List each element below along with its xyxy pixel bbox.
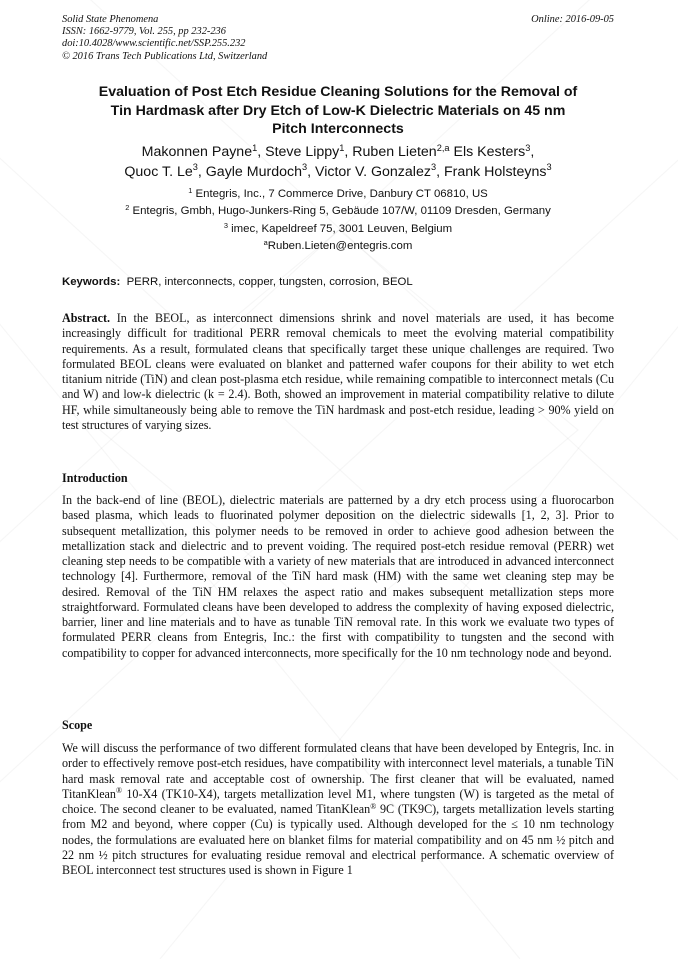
affiliation bbox=[62, 221, 614, 238]
affiliation-text: Entegris, Inc., 7 Commerce Drive, Danbury CT 06810, US bbox=[195, 188, 488, 200]
title-line: Pitch Interconnects bbox=[272, 121, 404, 137]
keywords-label: Keywords: bbox=[62, 276, 121, 288]
author-separator: , bbox=[436, 163, 444, 180]
journal-name: Solid State Phenomena bbox=[62, 14, 159, 25]
issn-line: ISSN: 1662-9779, Vol. 255, pp 232-236 bbox=[62, 26, 226, 38]
abstract-label: Abstract. bbox=[62, 311, 111, 325]
scope-text: 10-X4 (TK10-X4), targets metallization level M1, where tungsten (W) is targeted as the metal of choice. The second cleaner to be evaluated, named TitanKlean bbox=[62, 786, 614, 816]
section-heading-introduction: Introduction bbox=[62, 471, 128, 485]
journal-info bbox=[62, 14, 267, 63]
email-text: Ruben.Lieten@entegris.com bbox=[267, 240, 413, 253]
title-line: Tin Hardmask after Dry Etch of Low-K Dielectric Materials on 45 nm bbox=[110, 102, 566, 119]
affiliation-list bbox=[62, 186, 614, 256]
abstract bbox=[62, 311, 614, 433]
author-separator: , bbox=[344, 144, 353, 160]
author-affil-marker: 1 bbox=[339, 142, 345, 153]
author-name: Steve Lippy bbox=[265, 144, 340, 160]
author-affil-marker: 3 bbox=[525, 142, 531, 153]
author-affil-marker: 3 bbox=[192, 162, 198, 173]
author-separator: , bbox=[530, 144, 535, 160]
title-line: Evaluation of Post Etch Residue Cleaning Solutions for the Removal of bbox=[98, 84, 578, 100]
affiliation-marker: 2 bbox=[125, 203, 130, 213]
author-affil-marker: 3 bbox=[546, 162, 552, 173]
author-name: Frank Holsteyns bbox=[443, 163, 547, 180]
registered-mark: ® bbox=[115, 786, 122, 796]
affiliation bbox=[62, 203, 614, 220]
author-line bbox=[62, 163, 614, 183]
scope-body bbox=[62, 741, 614, 878]
online-date: Online: 2016-09-05 bbox=[531, 14, 614, 25]
author-name: Ruben Lieten bbox=[352, 144, 437, 160]
author-name: Gayle Murdoch bbox=[205, 163, 302, 180]
affiliation-marker: a bbox=[263, 238, 268, 248]
scope-text: 9C (TK9C), targets metallization levels starting from M2 and beyond, where copper (Cu) is typically used. Although developed for the ≤ 10 nm technology nodes, the formulations are evaluated here on blanket films for material compatibility and on 45 nm ½ pitch and 22 nm ½ pitch structures for evaluating residue removal and electrical performance. A schematic overview of BEOL interconnect test structures used is shown in Figure 1 bbox=[62, 802, 614, 877]
author-affil-marker: 2,a bbox=[436, 142, 450, 153]
affiliation-text: imec, Kapeldreef 75, 3001 Leuven, Belgium bbox=[231, 222, 453, 235]
affiliation-marker: 3 bbox=[223, 220, 228, 230]
author-affil-marker: 1 bbox=[252, 142, 258, 153]
introduction-text: In the back-end of line (BEOL), dielectric materials are patterned by a dry etch process using a fluorocarbon based plasma, which leads to fluorinated polymer deposition on the dielectric sidewalls [1, 2, 3]. Prior to subsequent metallization, this polymer needs to be removed in order to achieve good adhesion between the metallization stack and dielectric and to prevent voiding. The required post-etch residue removal (PERR) wet cleaning step needs to be compatible with a variety of new materials that are introduced in advanced interconnect technology [4]. Furthermore, removal of the TiN hard mask (HM) with the same wet cleaning step may be desired. Removal of the TiN HM relaxes the aspect ratio and makes subsequent metallization steps more straightforward. Formulated cleans have been developed to address the complexity of having exposed dielectric, barrier, liner and line materials and to have as tunable TiN removal rate. In this work we evaluate two types of formulated PERR cleans from Entegris, Inc.: the first with compatibility to tungsten and the second with compatibility to copper for advanced interconnects, more specifically for the 10 nm technology node and beyond. bbox=[62, 493, 614, 660]
author-name: Victor V. Gonzalez bbox=[315, 163, 431, 180]
affiliation bbox=[62, 186, 614, 203]
author-name: Quoc T. Le bbox=[124, 163, 193, 180]
author-line bbox=[62, 143, 614, 163]
author-separator: , bbox=[307, 163, 315, 180]
keywords-text: PERR, interconnects, copper, tungsten, corrosion, BEOL bbox=[126, 276, 413, 288]
author-separator: , bbox=[257, 144, 266, 160]
doi-line: doi:10.4028/www.scientific.net/SSP.255.232 bbox=[62, 38, 246, 50]
section-heading-scope: Scope bbox=[62, 718, 93, 732]
registered-mark: ® bbox=[370, 801, 377, 811]
paper-title bbox=[62, 83, 614, 139]
keywords bbox=[62, 275, 614, 289]
scope-text: We will discuss the performance of two different formulated cleans that have been developed by Entegris, Inc. in order to effectively remove post-etch residues, have compatibility with interconnect level materials, a tunable TiN hard mask removal rate and acceptable cost of ownership. The first cleaner that will be evaluated, named TitanKlean bbox=[62, 741, 614, 801]
affiliation-text: Entegris, Gmbh, Hugo-Junkers-Ring 5, Gebäude 107/W, 01109 Dresden, Germany bbox=[132, 205, 551, 218]
author-name: Els Kesters bbox=[453, 144, 526, 160]
author-list bbox=[62, 143, 614, 182]
affiliation-marker: 1 bbox=[188, 185, 193, 195]
introduction-body bbox=[62, 493, 614, 661]
abstract-text: In the BEOL, as interconnect dimensions shrink and novel materials are used, it has become increasingly difficult for traditional PERR removal chemicals to meet the evolving material compatibility requirements. As a result, formulated cleans that specifically target these unique challenges are required. Two formulated BEOL cleans were evaluated on blanket and patterned wafer coupons for their ability to wet etch titanium nitride (TiN) and clean post-plasma etch residue, while remaining compatible to interconnect metals (Cu and W) and low-k dielectric (k = 2.4). Both, showed an improvement in material compatibility relative to dilute HF, while simultaneously being able to remove the TiN hardmask and post-etch residue, leading > 90% yield on test structures of varying sizes. bbox=[62, 311, 614, 432]
author-separator: , bbox=[197, 163, 206, 180]
author-name: Makonnen Payne bbox=[141, 144, 253, 160]
author-affil-marker: 3 bbox=[430, 162, 437, 173]
copyright-line: © 2016 Trans Tech Publications Ltd, Switzerland bbox=[62, 50, 268, 62]
author-affil-marker: 3 bbox=[301, 162, 308, 173]
affiliation-email[interactable] bbox=[62, 238, 614, 255]
